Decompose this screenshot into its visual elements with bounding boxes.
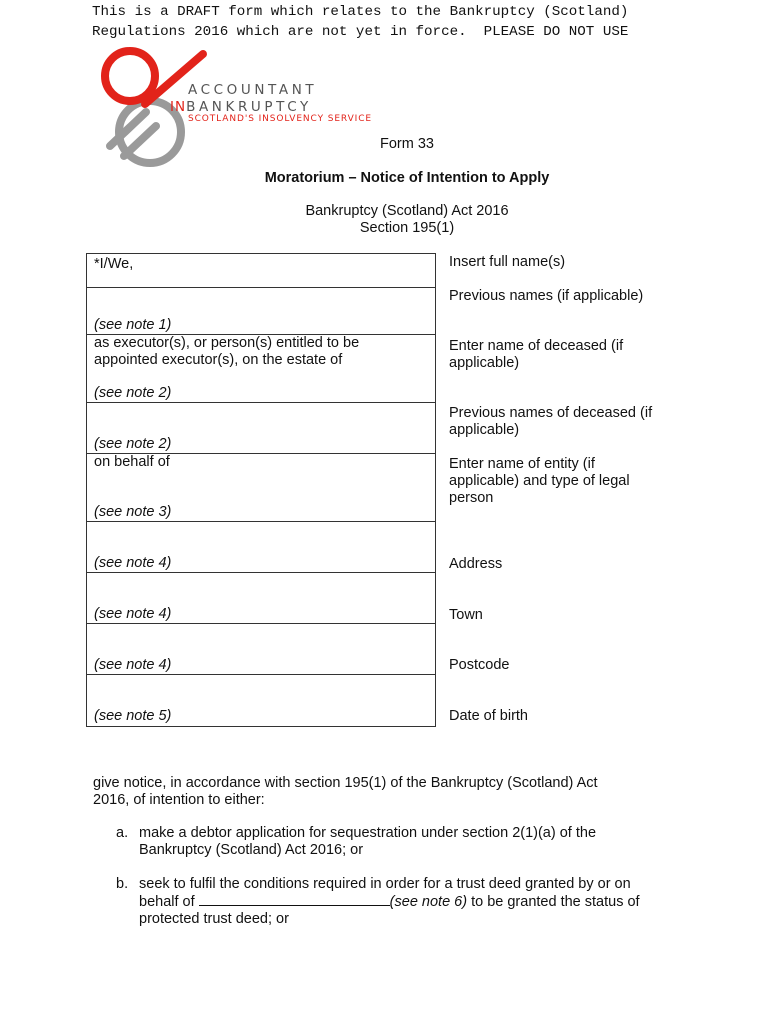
form-number: Form 33 — [380, 136, 434, 152]
deceased-previous-names-field[interactable] — [87, 403, 435, 454]
label-deceased-2: applicable) — [449, 355, 520, 371]
label-postcode: Postcode — [449, 657, 510, 673]
date-of-birth-field[interactable] — [87, 675, 435, 726]
option-a-text — [139, 825, 699, 859]
executor-text-2: appointed executor(s), on the estate of — [94, 352, 343, 368]
option-b-status: to be granted the status of — [467, 894, 640, 910]
trust-deed-name-blank[interactable] — [199, 893, 390, 906]
option-b-text — [139, 876, 699, 928]
act-section: Section 195(1) — [359, 220, 455, 236]
label-date-of-birth: Date of birth — [449, 708, 528, 724]
option-a-line-1: make a debtor application for sequestration under section 2(1)(a) of the — [139, 825, 597, 841]
full-names-field[interactable] — [87, 254, 435, 288]
notice-paragraph — [93, 775, 598, 809]
previous-names-field[interactable] — [87, 288, 435, 335]
deceased-name-field[interactable] — [87, 335, 435, 403]
option-b-line-2 — [139, 893, 699, 911]
note-3: (see note 3) — [94, 504, 172, 520]
note-5: (see note 5) — [94, 708, 172, 724]
label-entity-1: Enter name of entity (if — [449, 456, 595, 472]
notice-line-2: 2016, of intention to either: — [93, 792, 265, 808]
logo-text-accountant: ACCOUNTANT — [188, 82, 318, 98]
logo-text-bankruptcy: BANKRUPTCY — [186, 99, 312, 115]
note-1: (see note 1) — [94, 317, 172, 333]
label-deceased-1: Enter name of deceased (if — [449, 338, 624, 354]
executor-text-1: as executor(s), or person(s) entitled to be — [94, 335, 360, 351]
label-entity-2: applicable) and type of legal — [449, 473, 630, 489]
label-deceased — [449, 338, 689, 372]
label-prev-deceased-2: applicable) — [449, 422, 520, 438]
i-we-label: *I/We, — [94, 256, 134, 272]
label-town: Town — [449, 607, 483, 623]
draft-banner-line-2: Regulations 2016 which are not yet in force. PLEASE DO NOT USE — [92, 23, 629, 40]
label-address: Address — [449, 556, 503, 572]
note-4c: (see note 4) — [94, 657, 172, 673]
address-field[interactable] — [87, 522, 435, 573]
option-b-line-1: seek to fulfil the conditions required in order for a trust deed granted by or on — [139, 876, 631, 892]
logo-text-in: IN — [170, 99, 187, 115]
label-prev-deceased-1: Previous names of deceased (if — [449, 405, 653, 421]
logo-tagline: SCOTLAND'S INSOLVENCY SERVICE — [188, 114, 372, 124]
postcode-field[interactable] — [87, 624, 435, 675]
label-entity — [449, 456, 689, 507]
town-field[interactable] — [87, 573, 435, 624]
option-b-line-3: protected trust deed; or — [139, 911, 289, 927]
option-b-behalf-of: behalf of — [139, 894, 199, 910]
notice-line-1: give notice, in accordance with section 195(1) of the Bankruptcy (Scotland) Act — [93, 775, 598, 791]
option-a-line-2: Bankruptcy (Scotland) Act 2016; or — [139, 842, 364, 858]
note-2b: (see note 2) — [94, 436, 172, 452]
on-behalf-of-label: on behalf of — [94, 454, 170, 470]
note-4a: (see note 4) — [94, 555, 172, 571]
form-title: Moratorium – Notice of Intention to Apply — [264, 170, 550, 186]
logo-text-in-bankruptcy — [170, 99, 312, 115]
note-6: (see note 6) — [389, 894, 468, 910]
draft-banner — [92, 3, 692, 42]
entity-name-field[interactable] — [87, 454, 435, 522]
label-previous-deceased — [449, 405, 689, 439]
draft-banner-line-1: This is a DRAFT form which relates to the Bankruptcy (Scotland) — [92, 4, 629, 20]
option-b-letter: b. — [116, 876, 129, 892]
label-entity-3: person — [449, 490, 494, 506]
note-2a: (see note 2) — [94, 385, 172, 401]
act-name: Bankruptcy (Scotland) Act 2016 — [305, 203, 509, 219]
label-previous-names: Previous names (if applicable) — [449, 288, 644, 304]
option-a-letter: a. — [116, 825, 129, 841]
note-4b: (see note 4) — [94, 606, 172, 622]
form-fields-column — [86, 253, 436, 727]
label-full-names: Insert full name(s) — [449, 254, 566, 270]
